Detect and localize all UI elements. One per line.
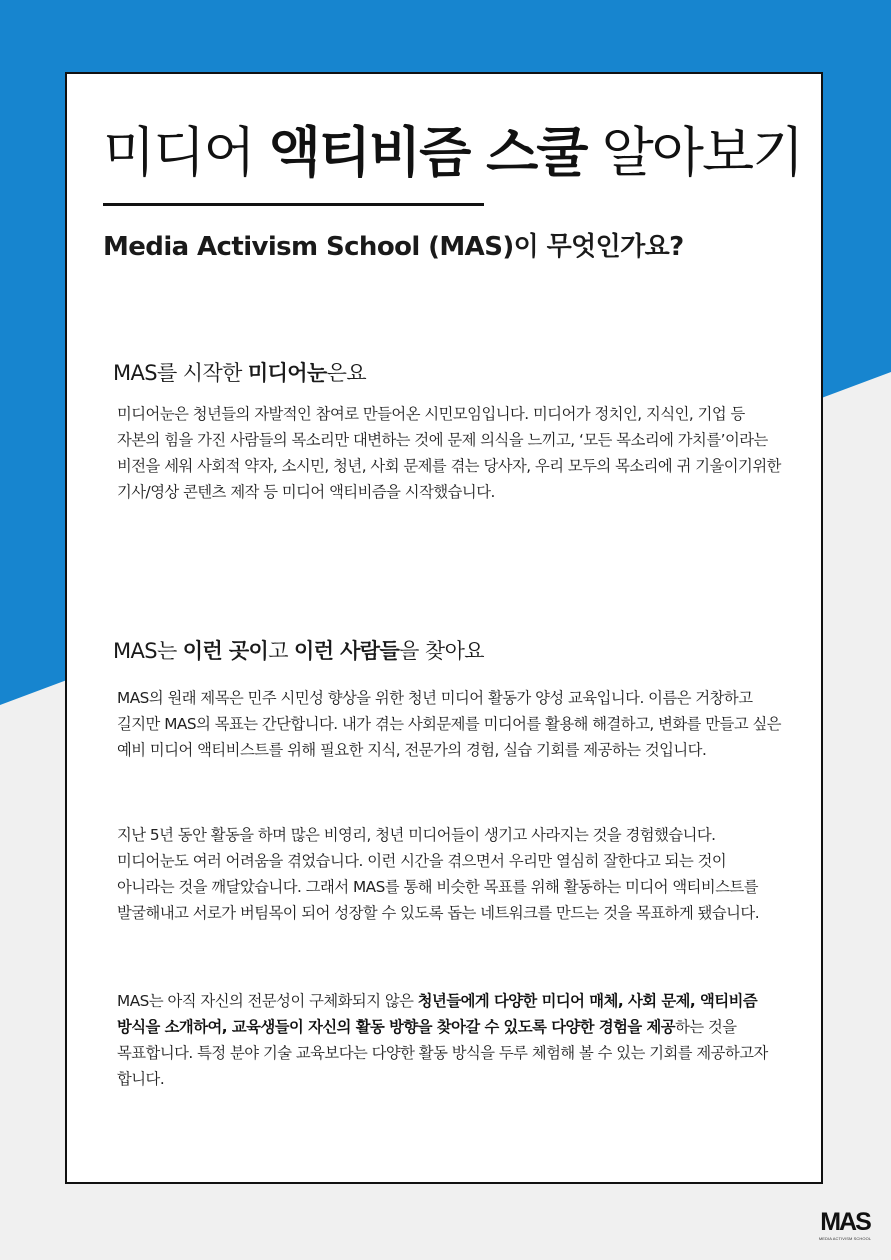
logo-caption: MEDIA ACTIVISM SCHOOL (818, 1236, 872, 1241)
mas-logo (816, 1208, 874, 1246)
logo-mark: MAS (820, 1208, 870, 1236)
section1-paragraph: 미디어눈은 청년들의 자발적인 참여로 만들어온 시민모임입니다. 미디어가 정치인, 지식인, 기업 등 자본의 힘을 가진 사람들의 목소리만 대변하는 것에 문제 의식을 느끼고, ‘모든 목소리에 가치를’이라는 비전을 세워 사회적 약자, 소시민, 청년, 사회 문제를 겪는 당사자, 우리 모두의 목소리에 귀 기울이기위한 기사/영상 콘텐츠 제작 등 미디어 액티비즘을 시작했습니다. (117, 405, 781, 501)
title-divider (103, 203, 484, 206)
section1-heading: MAS를 시작한 미디어눈은요 (113, 361, 367, 385)
title-part2: 알아보기 (586, 121, 803, 184)
section2-paragraph2: 지난 5년 동안 활동을 하며 많은 비영리, 청년 미디어들이 생기고 사라지는 것을 경험했습니다. 미디어눈도 여러 어려움을 겪었습니다. 이런 시간을 겪으면서 우리만 열심히 잘한다고 되는 것이 아니라는 것을 깨달았습니다. 그래서 MAS를 통해 비슷한 목표를 위해 활동하는 미디어 액티비스트를 발굴해내고 서로가 버팀목이 되어 성장할 수 있도록 돕는 네트워크를 만드는 것을 목표하게 됐습니다. (117, 826, 760, 922)
page-title (103, 118, 802, 188)
title-bold: 액티비즘 스쿨 (268, 121, 587, 184)
section2-paragraph1: MAS의 원래 제목은 민주 시민성 향상을 위한 청년 미디어 활동가 양성 교육입니다. 이름은 거창하고 길지만 MAS의 목표는 간단합니다. 내가 겪는 사회문제를 미디어를 활용해 해결하고, 변화를 만들고 싶은 예비 미디어 액티비스트를 위해 필요한 지식, 전문가의 경험, 실습 기회를 제공하는 것입니다. (117, 689, 782, 759)
title-part1: 미디어 (103, 121, 269, 184)
content-card (65, 72, 823, 1184)
section2-heading: MAS는 이런 곳이고 이런 사람들을 찾아요 (113, 639, 484, 663)
page-subtitle: Media Activism School (MAS)이 무엇인가요? (103, 232, 684, 262)
section2-paragraph3: MAS는 아직 자신의 전문성이 구체화되지 않은 청년들에게 다양한 미디어 매체, 사회 문제, 액티비즘 방식을 소개하여, 교육생들이 자신의 활동 방향을 찾아갈 수 있도록 다양한 경험을 제공하는 것을 목표합니다. 특정 분야 기술 교육보다는 다양한 활동 방식을 두루 체험해 볼 수 있는 기회를 제공하고자 합니다. (117, 992, 768, 1088)
